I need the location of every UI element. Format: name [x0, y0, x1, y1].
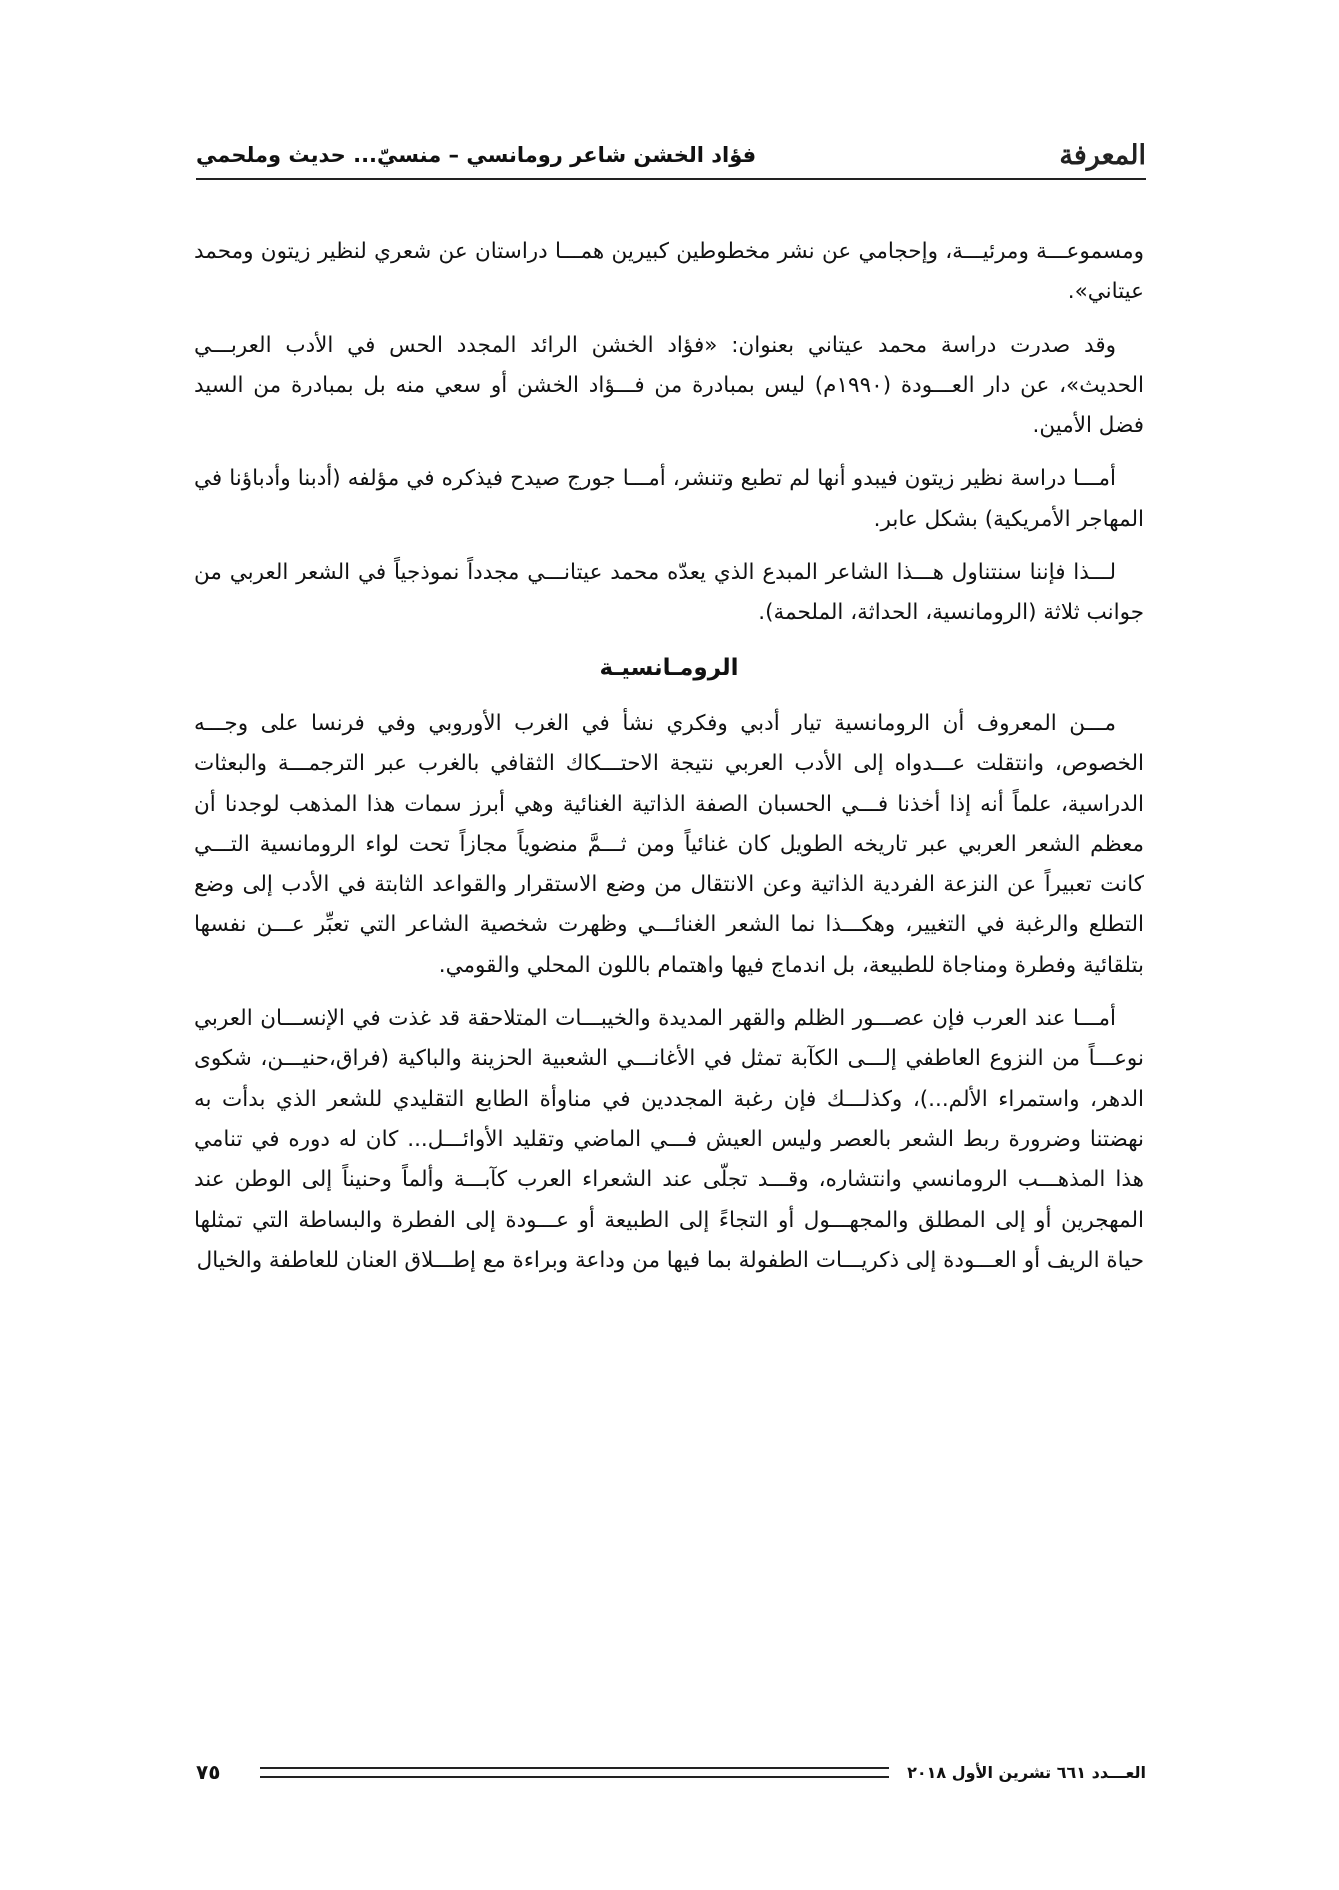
- issue-info: العـــدد ٦٦١ تشرين الأول ٢٠١٨: [907, 1762, 1146, 1782]
- magazine-logo: المعرفة: [1059, 139, 1146, 171]
- running-title: فؤاد الخشن شاعر رومانسي – منسيّ... حديث وملحمي: [196, 143, 757, 167]
- header-divider: [196, 178, 1146, 180]
- paragraph: أمـــا دراسة نظير زيتون فيبدو أنها لم تطبع وتنشر، أمـــا جورج صيدح فيذكره في مؤلفه (أدبنا وأدباؤنا في المهاجر الأمريكية) بشكل عابر.: [194, 466, 1144, 532]
- paragraph: أمـــا عند العرب فإن عصـــور الظلم والقهر المديدة والخيبـــات المتلاحقة قد غذت في الإنســـان العربي نوعـــاً من النزوع العاطفي إلـــى الكآبة تمثل في الأغانـــي الشعبية الحزينة والباكية (فراق،حنيـــن، شكوى الدهر، واستمراء الألم...)، وكذلـــك فإن رغبة المجددين في مناوأة الطابع التقليدي للشعر الذي بدأت به نهضتنا وضرورة ربط الشعر بالعصر وليس العيش فـــي الماضي وتقليد الأوائـــل... كان له دوره في تنامي هذا المذهـــب الرومانسي وانتشاره، وقـــد تجلّى عند الشعراء العرب كآبـــة وألماً وحنيناً إلى الوطن عند المهجرين أو إلى المطلق والمجهـــول أو التجاءً إلى الطبيعة أو عـــودة إلى الفطرة والبساطة التي تمثلها حياة الريف أو العـــودة إلى ذكريـــات الطفولة بما فيها من وداعة وبراءة مع إطـــلاق العنان للعاطفة والخيال: [194, 1006, 1144, 1273]
- paragraph: لـــذا فإننا سنتناول هـــذا الشاعر المبدع الذي يعدّه محمد عيتانـــي مجدداً نموذجياً في الشعر العربي من جوانب ثلاثة (الرومانسية، الحداثة، الملحمة).: [194, 560, 1144, 626]
- paragraph: مـــن المعروف أن الرومانسية تيار أدبي وفكري نشأ في الغرب الأوروبي وفي فرنسا على وجـــه الخصوص، وانتقلت عـــدواه إلى الأدب العربي نتيجة الاحتـــكاك الثقافي بالغرب عبر الترجمـــة والبعثات الدراسية، علماً أنه إذا أخذنا فـــي الحسبان الصفة الذاتية الغنائية وهي أبرز سمات هذا المذهب لوجدنا أن معظم الشعر العربي عبر تاريخه الطويل كان غنائياً ومن ثـــمَّ منضوياً مجازاً تحت لواء الرومانسية التـــي كانت تعبيراً عن النزعة الفردية الذاتية وعن الانتقال من وضع الاستقرار والقواعد الثابتة في الأدب إلى وضع التطلع والرغبة في التغيير، وهكـــذا نما الشعر الغنائـــي وظهرت شخصية الشاعر التي تعبِّر عـــن نفسها بتلقائية وفطرة ومناجاة للطبيعة، بل اندماج فيها واهتمام باللون المحلي والقومي.: [194, 710, 1144, 978]
- page-header: [196, 138, 1146, 172]
- page-number: ٧٥: [196, 1760, 221, 1784]
- page-footer: [196, 1757, 1146, 1787]
- footer-divider: [260, 1767, 889, 1778]
- article-body: [194, 232, 1144, 1294]
- paragraph: ومسموعـــة ومرئيـــة، وإحجامي عن نشر مخطوطين كبيرين همـــا دراستان عن شعري لنظير زيتون ومحمد عيتاني».: [194, 239, 1144, 305]
- section-heading: الرومـانسيـة: [599, 654, 739, 681]
- paragraph: وقد صدرت دراسة محمد عيتاني بعنوان: «فؤاد الخشن الرائد المجدد الحس في الأدب العربـــي الحديث»، عن دار العـــودة (١٩٩٠م) ليس بمبادرة من فـــؤاد الخشن أو سعي منه بل بمبادرة من السيد فضل الأمين.: [194, 332, 1144, 439]
